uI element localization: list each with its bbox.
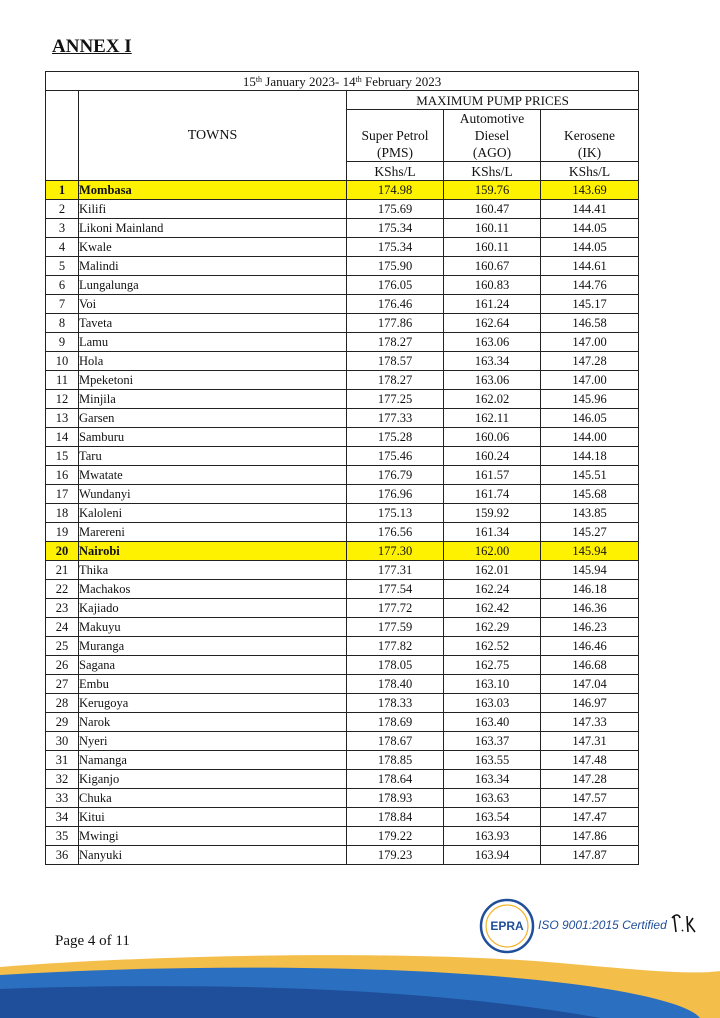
towns-column-header: TOWNS (79, 91, 347, 181)
row-number: 4 (46, 238, 79, 257)
ago-price: 162.01 (444, 561, 541, 580)
row-number: 35 (46, 827, 79, 846)
pms-price: 178.40 (347, 675, 444, 694)
table-row (46, 675, 639, 694)
ago-price: 162.64 (444, 314, 541, 333)
row-number: 3 (46, 219, 79, 238)
ik-price: 145.68 (541, 485, 639, 504)
max-prices-header: MAXIMUM PUMP PRICES (347, 91, 639, 110)
town-name: Muranga (79, 637, 347, 656)
row-number: 22 (46, 580, 79, 599)
table-row (46, 352, 639, 371)
ik-price: 145.96 (541, 390, 639, 409)
row-number: 25 (46, 637, 79, 656)
pms-price: 175.69 (347, 200, 444, 219)
town-name: Nairobi (79, 542, 347, 561)
table-row (46, 599, 639, 618)
row-number: 24 (46, 618, 79, 637)
pms-price: 174.98 (347, 181, 444, 200)
ago-price: 162.42 (444, 599, 541, 618)
pms-price: 178.67 (347, 732, 444, 751)
town-name: Wundanyi (79, 485, 347, 504)
logo-text: EPRA (490, 919, 524, 933)
ik-price: 146.18 (541, 580, 639, 599)
table-row (46, 390, 639, 409)
period-end-suffix: th (355, 74, 362, 84)
ik-price: 147.57 (541, 789, 639, 808)
annex-title: ANNEX I (52, 36, 132, 57)
table-row (46, 238, 639, 257)
row-number: 23 (46, 599, 79, 618)
ago-price: 162.75 (444, 656, 541, 675)
pms-price: 178.57 (347, 352, 444, 371)
town-name: Samburu (79, 428, 347, 447)
ik-price: 147.00 (541, 333, 639, 352)
row-number: 27 (46, 675, 79, 694)
table-row (46, 713, 639, 732)
town-name: Taveta (79, 314, 347, 333)
row-number: 28 (46, 694, 79, 713)
table-body (46, 181, 639, 865)
town-name: Malindi (79, 257, 347, 276)
row-number: 30 (46, 732, 79, 751)
town-name: Nanyuki (79, 846, 347, 865)
ik-price: 147.04 (541, 675, 639, 694)
pms-price: 178.27 (347, 333, 444, 352)
row-number: 6 (46, 276, 79, 295)
ago-price: 163.06 (444, 371, 541, 390)
ago-price: 163.63 (444, 789, 541, 808)
ik-price: 147.28 (541, 352, 639, 371)
ago-label-line2: Diesel (474, 128, 510, 143)
table-row (46, 257, 639, 276)
pms-price: 177.54 (347, 580, 444, 599)
town-name: Marereni (79, 523, 347, 542)
town-name: Mombasa (79, 181, 347, 200)
pump-prices-table (45, 71, 639, 865)
town-name: Thika (79, 561, 347, 580)
ik-price: 147.33 (541, 713, 639, 732)
row-number: 1 (46, 181, 79, 200)
ik-column-header (541, 110, 639, 162)
town-name: Sagana (79, 656, 347, 675)
table-row (46, 314, 639, 333)
ik-price: 145.94 (541, 561, 639, 580)
ik-price: 147.87 (541, 846, 639, 865)
pms-price: 178.27 (347, 371, 444, 390)
row-number: 19 (46, 523, 79, 542)
ago-price: 160.47 (444, 200, 541, 219)
ago-price: 162.02 (444, 390, 541, 409)
ik-price: 144.00 (541, 428, 639, 447)
ik-price: 146.68 (541, 656, 639, 675)
epra-logo (476, 898, 538, 954)
row-number: 12 (46, 390, 79, 409)
ik-price: 147.31 (541, 732, 639, 751)
ik-price: 146.36 (541, 599, 639, 618)
ago-price: 162.29 (444, 618, 541, 637)
town-name: Nyeri (79, 732, 347, 751)
ik-price: 145.17 (541, 295, 639, 314)
row-number: 18 (46, 504, 79, 523)
ik-price: 144.18 (541, 447, 639, 466)
pms-price: 176.05 (347, 276, 444, 295)
pms-price: 177.59 (347, 618, 444, 637)
page-number: Page 4 of 11 (55, 933, 130, 949)
ago-price: 163.34 (444, 770, 541, 789)
town-name: Mpeketoni (79, 371, 347, 390)
town-name: Kwale (79, 238, 347, 257)
ago-price: 161.57 (444, 466, 541, 485)
pms-price: 178.64 (347, 770, 444, 789)
pms-price: 178.69 (347, 713, 444, 732)
town-name: Namanga (79, 751, 347, 770)
ago-price: 161.24 (444, 295, 541, 314)
table-row (46, 276, 639, 295)
ago-price: 160.06 (444, 428, 541, 447)
town-name: Kaloleni (79, 504, 347, 523)
row-number: 15 (46, 447, 79, 466)
pms-price: 175.13 (347, 504, 444, 523)
pms-price: 176.46 (347, 295, 444, 314)
table-row (46, 466, 639, 485)
table-row (46, 219, 639, 238)
ik-price: 144.05 (541, 219, 639, 238)
ago-unit-header: KShs/L (444, 162, 541, 181)
table-row (46, 561, 639, 580)
town-name: Kiganjo (79, 770, 347, 789)
town-name: Kilifi (79, 200, 347, 219)
ik-price: 144.05 (541, 238, 639, 257)
row-number: 33 (46, 789, 79, 808)
town-name: Voi (79, 295, 347, 314)
table-row (46, 504, 639, 523)
pms-column-header (347, 110, 444, 162)
ago-price: 162.11 (444, 409, 541, 428)
ago-label-line3: (AGO) (472, 145, 512, 160)
ago-price: 163.93 (444, 827, 541, 846)
row-number: 32 (46, 770, 79, 789)
row-number: 16 (46, 466, 79, 485)
ik-price: 146.97 (541, 694, 639, 713)
ik-price: 147.86 (541, 827, 639, 846)
ik-price: 145.27 (541, 523, 639, 542)
pms-price: 176.96 (347, 485, 444, 504)
period-end-day: 14 (342, 73, 356, 89)
row-number: 13 (46, 409, 79, 428)
row-number: 9 (46, 333, 79, 352)
ago-price: 160.24 (444, 447, 541, 466)
pms-price: 177.25 (347, 390, 444, 409)
ik-price: 147.47 (541, 808, 639, 827)
ik-price: 147.28 (541, 770, 639, 789)
period-end-rest: February 2023 (361, 73, 442, 89)
ik-label-line1: Kerosene (564, 128, 616, 143)
ago-price: 160.83 (444, 276, 541, 295)
pms-price: 175.46 (347, 447, 444, 466)
pms-price: 177.31 (347, 561, 444, 580)
town-name: Kitui (79, 808, 347, 827)
row-number: 21 (46, 561, 79, 580)
ago-price: 160.67 (444, 257, 541, 276)
ik-price: 147.48 (541, 751, 639, 770)
pms-unit-header: KShs/L (347, 162, 444, 181)
pms-label-line1: Super Petrol (361, 128, 429, 143)
table-row (46, 732, 639, 751)
table-row (46, 333, 639, 352)
pms-price: 175.28 (347, 428, 444, 447)
ago-price: 163.10 (444, 675, 541, 694)
ago-price: 162.52 (444, 637, 541, 656)
pms-price: 179.22 (347, 827, 444, 846)
row-number: 20 (46, 542, 79, 561)
ago-price: 163.40 (444, 713, 541, 732)
row-number: 5 (46, 257, 79, 276)
pms-price: 179.23 (347, 846, 444, 865)
row-number: 7 (46, 295, 79, 314)
table-row (46, 295, 639, 314)
ik-price: 147.00 (541, 371, 639, 390)
town-name: Machakos (79, 580, 347, 599)
ago-price: 163.37 (444, 732, 541, 751)
row-number: 29 (46, 713, 79, 732)
town-name: Hola (79, 352, 347, 371)
table-row (46, 637, 639, 656)
ago-price: 160.11 (444, 238, 541, 257)
town-name: Minjila (79, 390, 347, 409)
table-row (46, 371, 639, 390)
footer-wave-graphic (0, 945, 720, 1018)
pms-price: 178.05 (347, 656, 444, 675)
table-row (46, 485, 639, 504)
table-row (46, 181, 639, 200)
table-row (46, 447, 639, 466)
ik-price: 143.69 (541, 181, 639, 200)
town-name: Kajiado (79, 599, 347, 618)
row-number: 10 (46, 352, 79, 371)
pms-price: 177.33 (347, 409, 444, 428)
ik-price: 145.94 (541, 542, 639, 561)
table-row (46, 770, 639, 789)
ik-price: 143.85 (541, 504, 639, 523)
row-number: 36 (46, 846, 79, 865)
ago-price: 162.00 (444, 542, 541, 561)
town-name: Mwingi (79, 827, 347, 846)
pms-price: 177.86 (347, 314, 444, 333)
town-name: Narok (79, 713, 347, 732)
town-name: Embu (79, 675, 347, 694)
pms-price: 178.93 (347, 789, 444, 808)
ago-price: 163.03 (444, 694, 541, 713)
ik-unit-header: KShs/L (541, 162, 639, 181)
row-number: 11 (46, 371, 79, 390)
ago-price: 161.74 (444, 485, 541, 504)
town-name: Chuka (79, 789, 347, 808)
ik-label-line2: (IK) (577, 145, 602, 160)
ago-price: 162.24 (444, 580, 541, 599)
ik-price: 144.76 (541, 276, 639, 295)
table-row (46, 618, 639, 637)
row-number: 26 (46, 656, 79, 675)
period-start-suffix: th (255, 74, 263, 84)
row-number: 34 (46, 808, 79, 827)
ago-price: 163.06 (444, 333, 541, 352)
town-name: Mwatate (79, 466, 347, 485)
ago-price: 160.11 (444, 219, 541, 238)
table-row (46, 808, 639, 827)
row-number: 2 (46, 200, 79, 219)
ago-price: 159.92 (444, 504, 541, 523)
table-row (46, 580, 639, 599)
ik-price: 144.41 (541, 200, 639, 219)
town-name: Lamu (79, 333, 347, 352)
town-name: Garsen (79, 409, 347, 428)
table-row (46, 751, 639, 770)
table-row (46, 523, 639, 542)
town-name: Likoni Mainland (79, 219, 347, 238)
pms-price: 178.84 (347, 808, 444, 827)
pms-price: 175.90 (347, 257, 444, 276)
ago-price: 163.54 (444, 808, 541, 827)
ik-price: 145.51 (541, 466, 639, 485)
pms-price: 178.33 (347, 694, 444, 713)
ago-column-header (444, 110, 541, 162)
period-start-day: 15 (242, 73, 256, 89)
pms-price: 176.79 (347, 466, 444, 485)
ik-price: 146.46 (541, 637, 639, 656)
pms-price: 175.34 (347, 219, 444, 238)
ik-price: 146.23 (541, 618, 639, 637)
town-name: Kerugoya (79, 694, 347, 713)
pms-price: 177.82 (347, 637, 444, 656)
ik-price: 146.05 (541, 409, 639, 428)
town-name: Makuyu (79, 618, 347, 637)
pms-price: 177.30 (347, 542, 444, 561)
ago-price: 159.76 (444, 181, 541, 200)
ik-price: 144.61 (541, 257, 639, 276)
row-number: 14 (46, 428, 79, 447)
period-start-rest: January 2023- (262, 73, 343, 89)
ago-label-line1: Automotive (459, 111, 525, 126)
num-column-header (46, 91, 79, 181)
town-name: Taru (79, 447, 347, 466)
ago-price: 163.55 (444, 751, 541, 770)
table-row (46, 409, 639, 428)
pms-price: 176.56 (347, 523, 444, 542)
table-row (46, 200, 639, 219)
signature-initials (670, 912, 700, 936)
pms-price: 178.85 (347, 751, 444, 770)
table-row (46, 542, 639, 561)
row-number: 31 (46, 751, 79, 770)
table-row (46, 827, 639, 846)
row-number: 17 (46, 485, 79, 504)
pms-price: 175.34 (347, 238, 444, 257)
iso-certification: ISO 9001:2015 Certified (538, 918, 667, 932)
table-row (46, 656, 639, 675)
ago-price: 161.34 (444, 523, 541, 542)
table-row (46, 694, 639, 713)
ago-price: 163.94 (444, 846, 541, 865)
ago-price: 163.34 (444, 352, 541, 371)
table-row (46, 789, 639, 808)
table-row (46, 428, 639, 447)
pms-price: 177.72 (347, 599, 444, 618)
ik-price: 146.58 (541, 314, 639, 333)
row-number: 8 (46, 314, 79, 333)
town-name: Lungalunga (79, 276, 347, 295)
table-row (46, 846, 639, 865)
period-heading (46, 72, 639, 91)
pms-label-line2: (PMS) (376, 145, 413, 160)
